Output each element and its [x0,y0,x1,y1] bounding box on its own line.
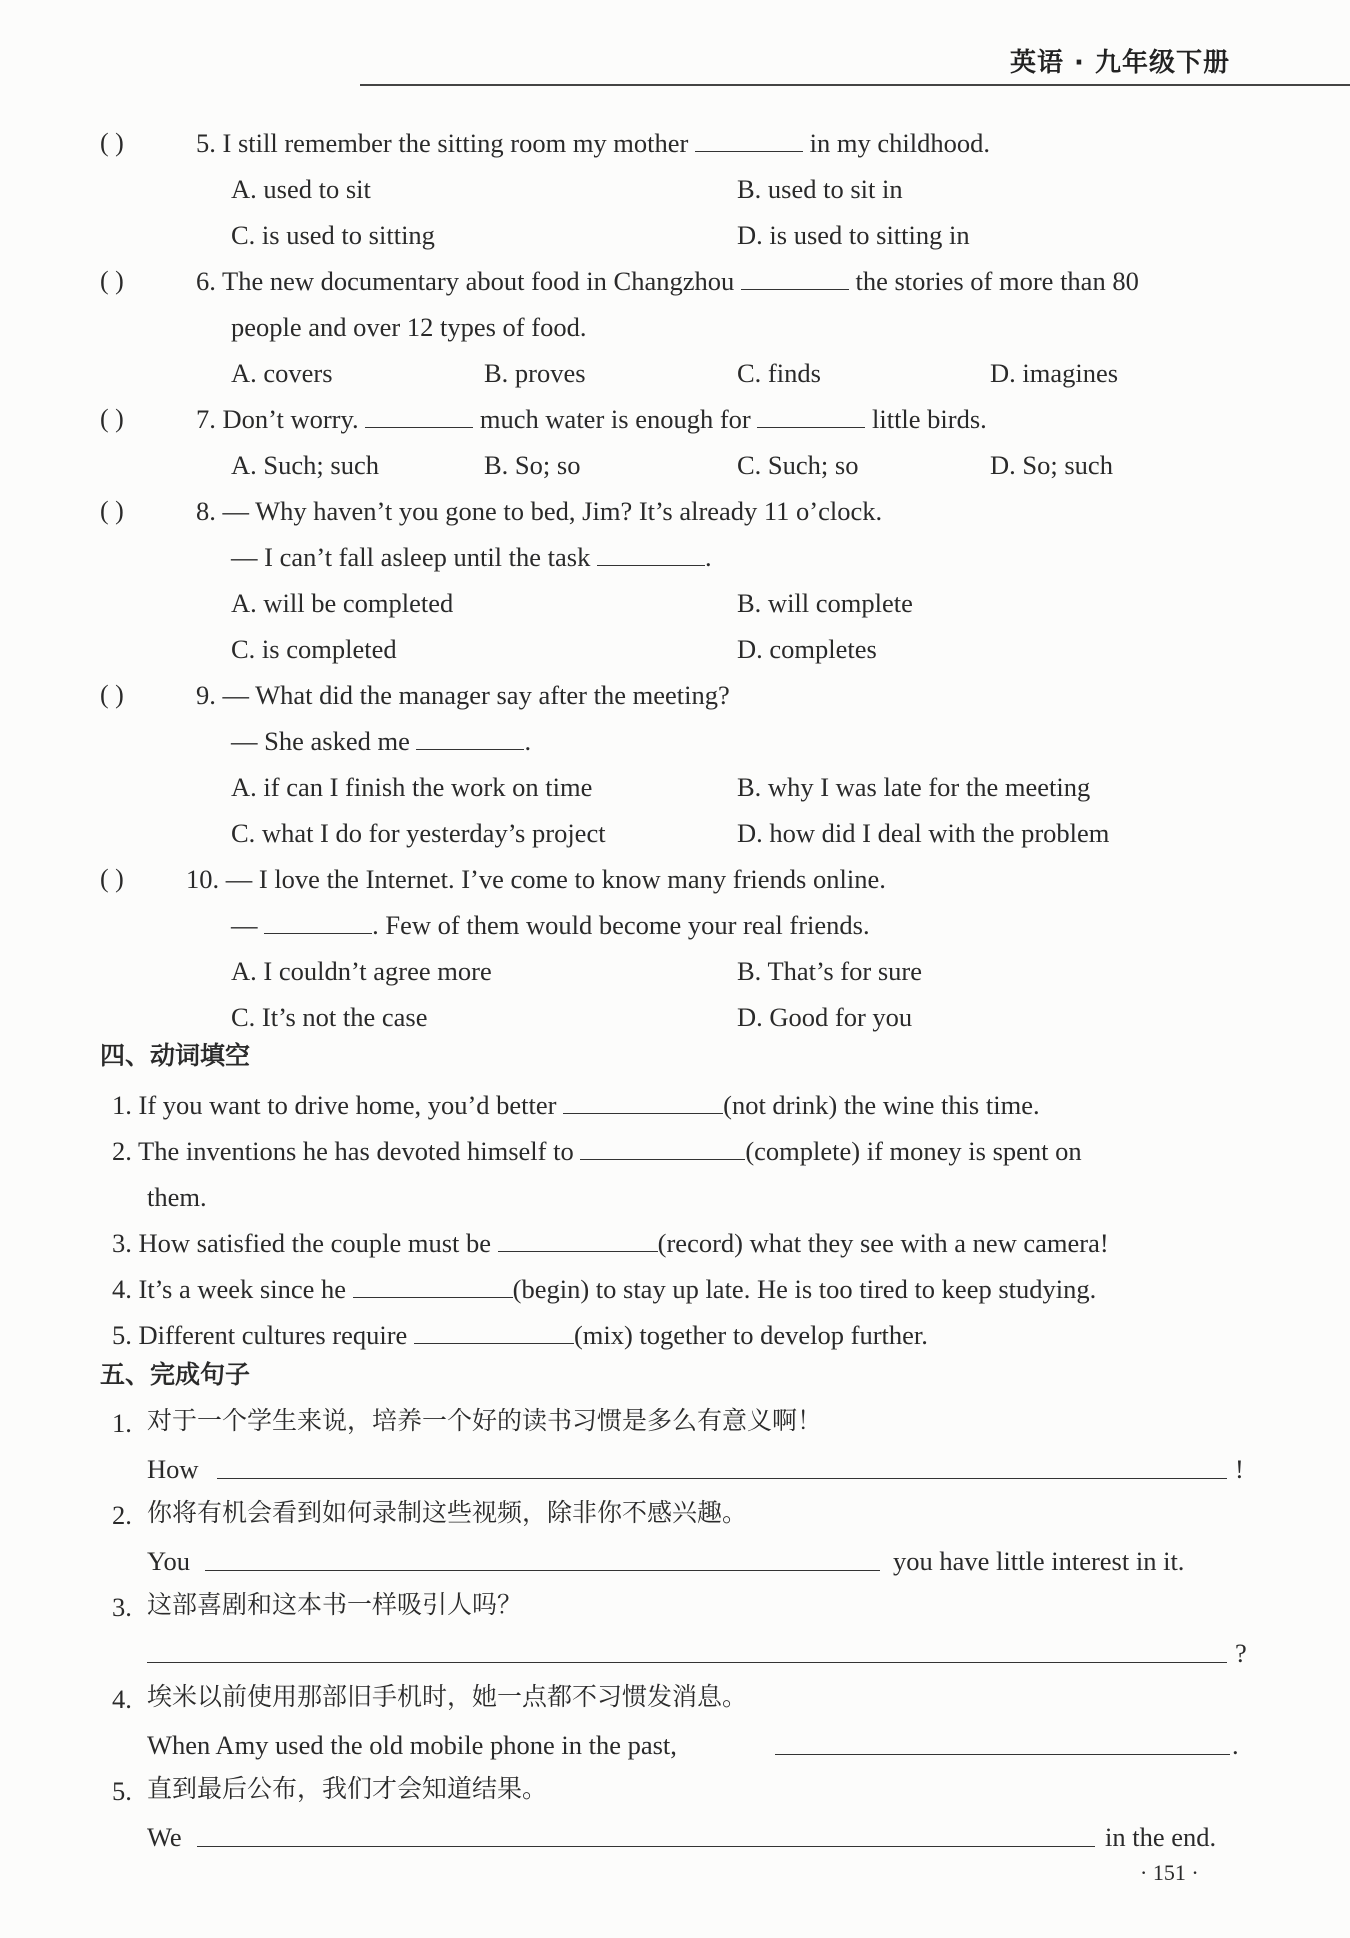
answer-blank[interactable] [757,427,865,428]
stem-continuation: people and over 12 types of food. [231,312,587,342]
answer-paren[interactable]: ( ) [100,680,124,709]
question-number: 6. [196,266,216,296]
item-continuation: them. [147,1182,207,1212]
stem-text: — I can’t fall asleep until the task [231,542,591,572]
item-number: 4. [112,1274,132,1304]
answer-blank[interactable] [597,565,705,566]
option-c[interactable]: C. is used to sitting [231,220,435,250]
sentence-start: When Amy used the old mobile phone in the past, [147,1730,677,1760]
question-stem [196,682,730,709]
item-number: 1. [112,1090,132,1120]
option-c[interactable]: C. finds [737,358,821,388]
sentence-end: you have little interest in it. [893,1546,1185,1576]
answer-line[interactable] [197,1846,1095,1847]
answer-paren[interactable]: ( ) [100,864,124,893]
stem-text: little birds. [871,404,987,434]
item-text: It’s a week since he [138,1274,346,1304]
chinese-prompt: 你将有机会看到如何录制这些视频，除非你不感兴趣。 [147,1498,748,1527]
answer-blank[interactable] [580,1159,745,1160]
answer-line[interactable] [205,1570,880,1571]
item-number: 2. [112,1500,132,1530]
item-text: How satisfied the couple must be [138,1228,492,1258]
answer-line[interactable] [217,1478,1227,1479]
question-stem [196,268,1139,295]
option-a[interactable]: A. if can I finish the work on time [231,772,593,802]
sentence-start: We [147,1822,182,1852]
question-stem [196,406,987,433]
option-b[interactable]: B. So; so [484,450,581,480]
dialogue-reply [231,912,870,939]
option-a[interactable]: A. used to sit [231,174,371,204]
item-number: 2. [112,1136,132,1166]
dialogue-reply [231,544,712,571]
stem-text: — She asked me [231,726,410,756]
option-c[interactable]: C. Such; so [737,450,859,480]
item-text: (begin) to stay up late. He is too tired to keep studying. [512,1274,1097,1304]
option-d[interactable]: D. is used to sitting in [737,220,970,250]
answer-blank[interactable] [264,933,372,934]
answer-blank[interactable] [414,1343,574,1344]
stem-text: much water is enough for [479,404,751,434]
answer-blank[interactable] [563,1113,723,1114]
verb-fill-item [112,1322,928,1349]
sentence-start: How [147,1454,199,1484]
page-number: · 151 · [1140,1860,1199,1885]
option-a[interactable]: A. I couldn’t agree more [231,956,492,986]
answer-paren[interactable]: ( ) [100,496,124,525]
sentence-end: ! [1235,1454,1244,1484]
option-a[interactable]: A. Such; such [231,450,379,480]
question-number: 8. [196,496,216,526]
sentence-end: . [1232,1730,1239,1760]
answer-paren[interactable]: ( ) [100,404,124,433]
item-text: Different cultures require [138,1320,408,1350]
chinese-prompt: 这部喜剧和这本书一样吸引人吗？ [147,1590,523,1619]
stem-text: Don’t worry. [222,404,359,434]
item-text: (not drink) the wine this time. [723,1090,1040,1120]
item-text: (mix) together to develop further. [573,1320,928,1350]
chinese-prompt: 直到最后公布，我们才会知道结果。 [147,1774,548,1803]
option-c[interactable]: C. is completed [231,634,397,664]
stem-text: — [231,910,258,940]
item-number: 5. [112,1320,132,1350]
answer-blank[interactable] [353,1297,513,1298]
item-number: 3. [112,1592,132,1622]
answer-paren[interactable]: ( ) [100,128,124,157]
question-number: 9. [196,680,216,710]
verb-fill-item [112,1138,1082,1165]
stem-text: — What did the manager say after the meeting? [222,680,730,710]
stem-text: — I love the Internet. I’ve come to know many friends online. [225,864,886,894]
stem-text: . [704,542,712,572]
option-d[interactable]: D. Good for you [737,1002,913,1032]
option-d[interactable]: D. So; such [990,450,1113,480]
item-text: The inventions he has devoted himself to [138,1136,574,1166]
answer-blank[interactable] [416,749,524,750]
question-number: 10. [186,864,220,894]
stem-text: . [524,726,532,756]
question-number: 5. [196,128,216,158]
verb-fill-item [112,1230,1109,1257]
option-b[interactable]: B. That’s for sure [737,956,922,986]
option-c[interactable]: C. what I do for yesterday’s project [231,818,606,848]
option-b[interactable]: B. will complete [737,588,913,618]
stem-text: I still remember the sitting room my mother [222,128,689,158]
option-d[interactable]: D. how did I deal with the problem [737,818,1110,848]
answer-line[interactable] [147,1662,1227,1663]
item-number: 1. [112,1408,132,1438]
question-stem [196,130,990,157]
chinese-prompt: 对于一个学生来说，培养一个好的读书习惯是多么有意义啊！ [147,1406,823,1435]
answer-blank[interactable] [498,1251,658,1252]
answer-blank[interactable] [365,427,473,428]
sentence-end: ? [1235,1638,1247,1668]
item-number: 5. [112,1776,132,1806]
sentence-end: in the end. [1105,1822,1217,1852]
option-a[interactable]: A. covers [231,358,333,388]
answer-blank[interactable] [741,289,849,290]
item-number: 4. [112,1684,132,1714]
option-b[interactable]: B. proves [484,358,586,388]
answer-paren[interactable]: ( ) [100,266,124,295]
dialogue-reply [231,728,531,755]
answer-line[interactable] [775,1754,1230,1755]
option-d[interactable]: D. completes [737,634,877,664]
chinese-prompt: 埃米以前使用那部旧手机时，她一点都不习惯发消息。 [147,1682,748,1711]
header-rule [360,84,1350,86]
item-text: (complete) if money is spent on [745,1136,1082,1166]
stem-text: in my childhood. [809,128,990,158]
question-number: 7. [196,404,216,434]
item-text: (record) what they see with a new camera! [657,1228,1109,1258]
answer-blank[interactable] [695,151,803,152]
verb-fill-item [112,1276,1096,1303]
option-b[interactable]: B. used to sit in [737,174,903,204]
sentence-start: You [147,1546,190,1576]
stem-text: The new documentary about food in Changzhou [222,266,735,296]
option-d[interactable]: D. imagines [990,358,1119,388]
option-a[interactable]: A. will be completed [231,588,454,618]
item-number: 3. [112,1228,132,1258]
section-title: 五、完成句子 [100,1360,251,1389]
question-stem [186,866,886,893]
option-b[interactable]: B. why I was late for the meeting [737,772,1091,802]
section-title: 四、动词填空 [100,1041,251,1070]
stem-text: . Few of them would become your real friends. [372,910,870,940]
stem-text: the stories of more than 80 [855,266,1139,296]
question-stem [196,498,882,525]
stem-text: — Why haven’t you gone to bed, Jim? It’s already 11 o’clock. [222,496,883,526]
item-text: If you want to drive home, you’d better [138,1090,557,1120]
page-header-title: 英语 · 九年级下册 [1010,48,1230,78]
option-c[interactable]: C. It’s not the case [231,1002,428,1032]
verb-fill-item [112,1092,1040,1119]
